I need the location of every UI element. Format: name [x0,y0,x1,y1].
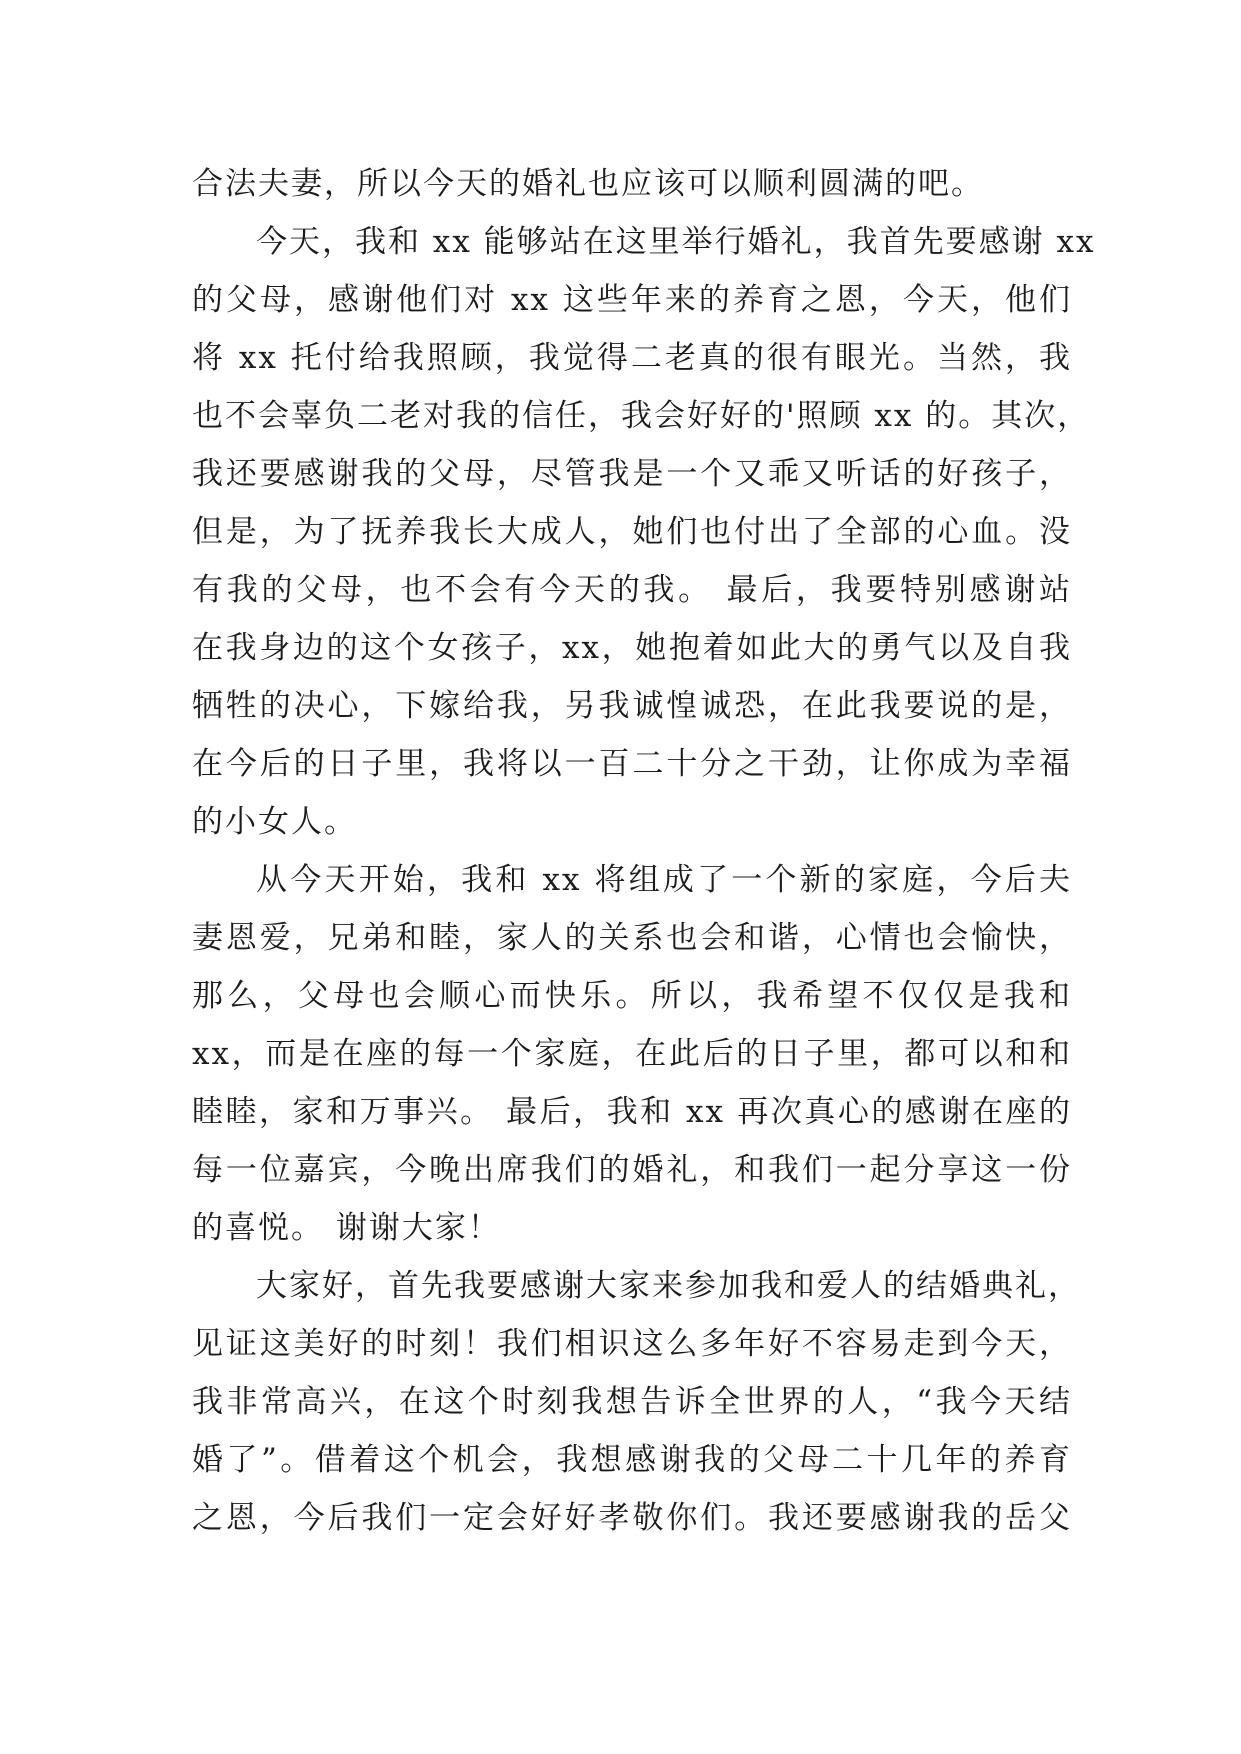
text-line: 今天，我和 xx 能够站在这里举行婚礼，我首先要感谢 xx [256,224,1096,260]
text-line: 妻恩爱，兄弟和睦，家人的关系也会和谐，心情也会愉快， [192,920,1072,956]
paragraph [192,851,1072,1257]
paragraph [192,155,1072,213]
text-line: xx，而是在座的每一个家庭，在此后的日子里，都可以和和 [192,1036,1072,1072]
text-line: 的喜悦。 谢谢大家！ [192,1210,501,1246]
text-line: 也不会辜负二老对我的信任，我会好好的'照顾 xx 的。其次， [192,398,1091,434]
text-line: 的小女人。 [192,804,357,840]
text-line: 的父母，感谢他们对 xx 这些年来的养育之恩，今天，他们 [192,282,1072,318]
text-line: 在我身边的这个女孩子，xx，她抱着如此大的勇气以及自我 [192,630,1072,666]
paragraph [192,1257,1081,1547]
document-body [192,155,1096,1547]
text-line: 有我的父母，也不会有今天的我。 最后，我要特别感谢站 [192,572,1072,608]
text-line: 将 xx 托付给我照顾，我觉得二老真的很有眼光。当然，我 [192,340,1072,376]
text-line: 那么，父母也会顺心而快乐。所以，我希望不仅仅是我和 [192,978,1072,1014]
text-line: 睦睦，家和万事兴。 最后，我和 xx 再次真心的感谢在座的 [192,1094,1072,1130]
text-line: 见证这美好的时刻！我们相识这么多年好不容易走到今天， [192,1326,1072,1362]
text-line: 每一位嘉宾，今晚出席我们的婚礼，和我们一起分享这一份 [192,1152,1072,1188]
text-line: 我还要感谢我的父母，尽管我是一个又乖又听话的好孩子， [192,456,1072,492]
text-line: 婚了”。借着这个机会，我想感谢我的父母二十几年的养育 [192,1442,1072,1478]
text-line: 但是，为了抚养我长大成人，她们也付出了全部的心血。没 [192,514,1072,550]
paragraph [192,213,1096,851]
text-line: 大家好，首先我要感谢大家来参加我和爱人的结婚典礼， [256,1268,1081,1304]
text-line: 从今天开始，我和 xx 将组成了一个新的家庭，今后夫 [256,862,1072,898]
text-line: 合法夫妻，所以今天的婚礼也应该可以顺利圆满的吧。 [192,166,984,202]
text-line: 牺牲的决心，下嫁给我，另我诚惶诚恐，在此我要说的是， [192,688,1072,724]
text-line: 之恩，今后我们一定会好好孝敬你们。我还要感谢我的岳父 [192,1500,1072,1536]
text-line: 在今后的日子里，我将以一百二十分之干劲，让你成为幸福 [192,746,1072,782]
text-line: 我非常高兴，在这个时刻我想告诉全世界的人，“我今天结 [192,1384,1072,1420]
